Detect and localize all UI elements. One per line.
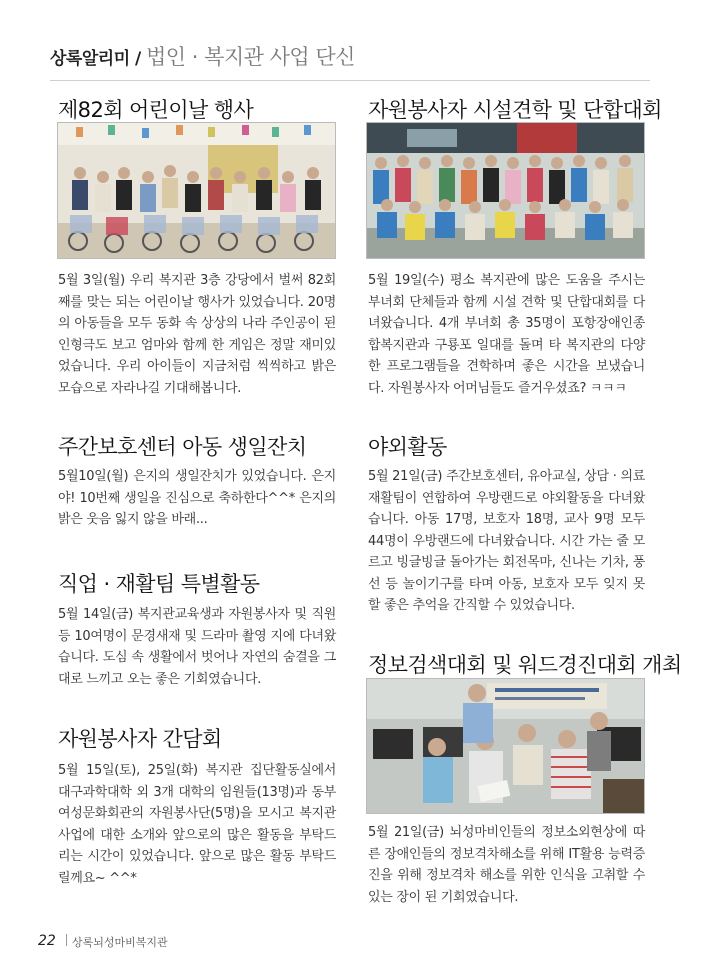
info-contest-body: 5월 21일(금) 뇌성마비인들의 정보소외현상에 따른 장애인들의 정보격차해소를 위해 IT활용 능력증진을 위해 정보격차 해소를 위한 인식을 고취할 수 있는 장이 된 기회였습니다. [368,825,645,905]
volunteer-meeting-title: 자원봉사자 간담회 [58,727,222,751]
childrens-day-body: 5월 3일(월) 우리 복지관 3층 강당에서 벌써 82회째를 맞는 되는 어린이날 행사가 있었습니다. 20명의 아동들을 모두 동화 속 상상의 나라 주인공이 된 인형극도 보고 엄마와 함께 한 게임은 정말 재미있었습니다. 우리 아이들이 지금처럼 씩씩하고 밝은 모습으로 자라나길 기대해봅니다. [58,273,336,396]
childrens-day-photo-image [58,123,336,259]
outdoor-title: 야외활동 [368,435,447,459]
childrens-day-title: 제82회 어린이날 행사 [58,98,254,122]
volunteer-tour-photo [366,122,645,259]
volunteer-tour-title: 자원봉사자 시설견학 및 단합대회 [368,98,662,122]
volunteer-meeting-body: 5월 15일(토), 25일(화) 복지관 집단활동실에서 대구과학대학 외 3개 대학의 임원들(13명)과 동부여성문화회관의 자원봉사단(5명)을 모시고 복지관 사업에 대한 소개와 앞으로의 많은 활동을 부탁드리는 시간이 있었습니다. 앞으로 많은 활동 부탁드릴께요~ ^^* [58,763,336,886]
footer-org-name: 상록뇌성마비복지관 [72,936,168,949]
info-contest-photo [366,678,645,814]
header-brand: 상록알리미 / [50,49,141,69]
volunteer-tour-body: 5월 19일(수) 평소 복지관에 많은 도움을 주시는 부녀회 단체들과 함께 시설 견학 및 단합대회를 다녀왔습니다. 4개 부녀회 총 35명이 포항장애인종합복지관과 구룡포 일대를 돌며 타 복지관의 다양한 프로그램들을 견학하며 좋은 시간을 보냈습니다. 자원봉사자 어머님들도 즐거우셨죠? ㅋㅋㅋ [368,273,645,396]
outdoor-body: 5월 21일(금) 주간보호센터, 유아교실, 상담 · 의료재활팀이 연합하여 우방랜드로 야외활동을 다녀왔습니다. 아동 17명, 보호자 18명, 교사 9명 모두 44명이 우방랜드에 다녀왔습니다. 시간 가는 줄 모르고 빙글빙글 돌아가는 회전목마, 신나는 기차, 풍선 등 놀이기구를 타며 아동, 보호자 모두 잊지 못할 좋은 추억을 간직할 수 있었습니다. [368,469,645,613]
info-contest-title: 정보검색대회 및 워드경진대회 개최 [368,653,682,677]
header-section-title: 법인 · 복지관 사업 단신 [146,45,355,69]
volunteer-tour-photo-image [367,123,645,259]
birthday-title: 주간보호센터 아동 생일잔치 [58,435,307,459]
footer-separator [66,934,67,946]
header-divider [50,80,650,81]
birthday-body: 5월10일(월) 은지의 생일잔치가 있었습니다. 은지야! 10번째 생일을 진심으로 축하한다^^* 은지의 밝은 웃음 잃지 않을 바래... [58,469,336,527]
childrens-day-photo [57,122,336,259]
page-number: 22 [38,933,56,949]
info-contest-photo-image [367,679,645,814]
vocational-body: 5월 14일(금) 복지관교육생과 자원봉사자 및 직원 등 10여명이 문경새재 및 드라마 촬영 지에 다녀왔습니다. 도심 속 생활에서 벗어나 자연의 숨결을 그대로 느끼고 오는 좋은 기회였습니다. [58,607,336,687]
vocational-title: 직업 · 재활팀 특별활동 [58,572,260,596]
